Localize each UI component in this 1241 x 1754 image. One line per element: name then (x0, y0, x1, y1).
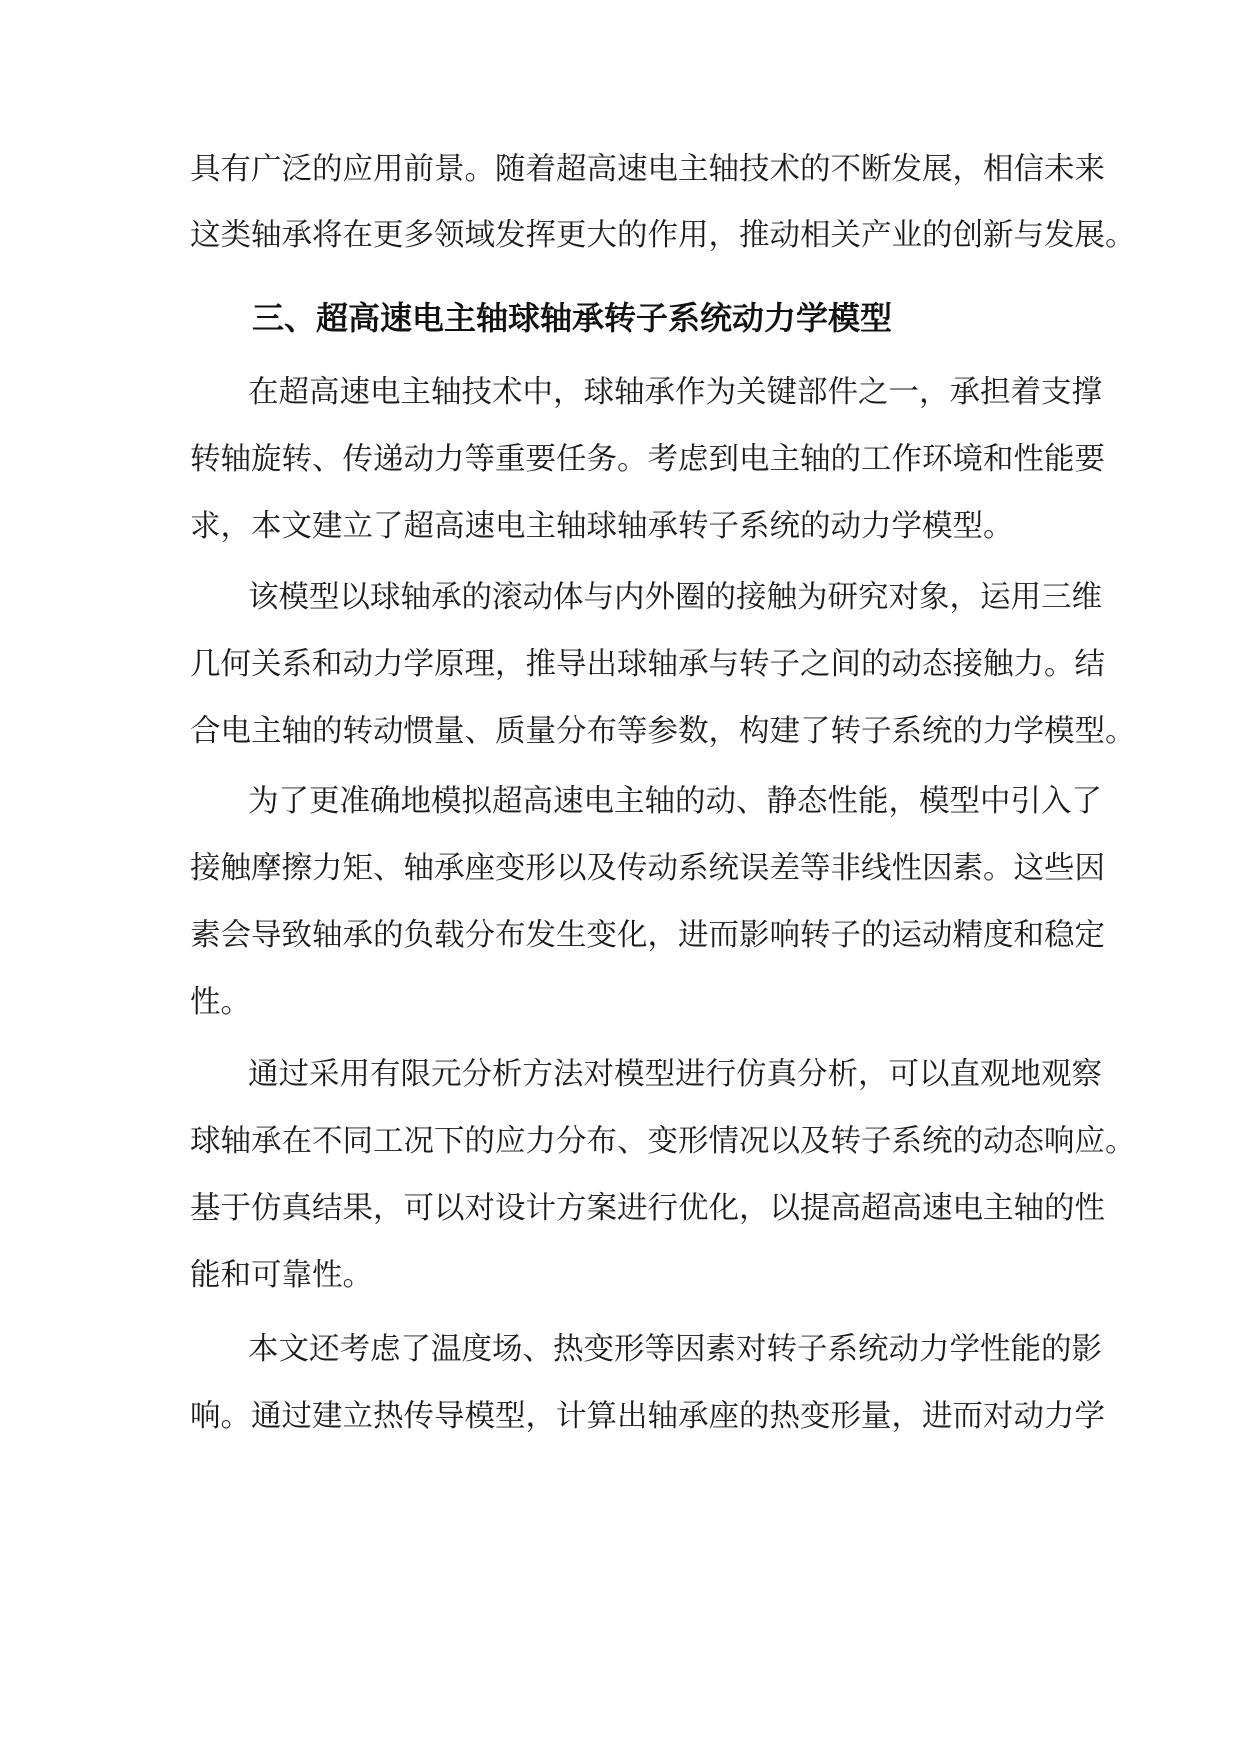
paragraph-line: 球轴承在不同工况下的应力分布、变形情况以及转子系统的动态响应。 (190, 1124, 1136, 1159)
paragraph-line: 求，本文建立了超高速电主轴球轴承转子系统的动力学模型。 (190, 509, 1014, 544)
paragraph-line: 转轴旋转、传递动力等重要任务。考虑到电主轴的工作环境和性能要 (190, 442, 1105, 477)
intro-line: 具有广泛的应用前景。随着超高速电主轴技术的不断发展，相信未来 (190, 152, 1105, 187)
paragraph-line: 素会导致轴承的负载分布发生变化，进而影响转子的运动精度和稳定 (190, 918, 1105, 953)
paragraph-line: 本文还考虑了温度场、热变形等因素对转子系统动力学性能的影 (248, 1332, 1102, 1367)
paragraph-line: 合电主轴的转动惯量、质量分布等参数，构建了转子系统的力学模型。 (190, 714, 1136, 749)
paragraph-line: 为了更准确地模拟超高速电主轴的动、静态性能，模型中引入了 (248, 784, 1102, 819)
paragraph-line: 能和可靠性。 (190, 1258, 373, 1293)
paragraph-line: 几何关系和动力学原理，推导出球轴承与转子之间的动态接触力。结 (190, 647, 1105, 682)
paragraph-line: 通过采用有限元分析方法对模型进行仿真分析，可以直观地观察 (248, 1057, 1102, 1092)
section-heading: 三、超高速电主轴球轴承转子系统动力学模型 (252, 299, 893, 337)
paragraph-line: 该模型以球轴承的滚动体与内外圈的接触为研究对象，运用三维 (248, 580, 1102, 615)
paragraph-line: 性。 (190, 985, 251, 1020)
paragraph-line: 接触摩擦力矩、轴承座变形以及传动系统误差等非线性因素。这些因 (190, 851, 1105, 886)
paragraph-line: 在超高速电主轴技术中，球轴承作为关键部件之一，承担着支撑 (248, 375, 1102, 410)
paragraph-line: 响。通过建立热传导模型，计算出轴承座的热变形量，进而对动力学 (190, 1399, 1105, 1434)
intro-line: 这类轴承将在更多领域发挥更大的作用，推动相关产业的创新与发展。 (190, 218, 1136, 253)
paragraph-line: 基于仿真结果，可以对设计方案进行优化，以提高超高速电主轴的性 (190, 1191, 1105, 1226)
